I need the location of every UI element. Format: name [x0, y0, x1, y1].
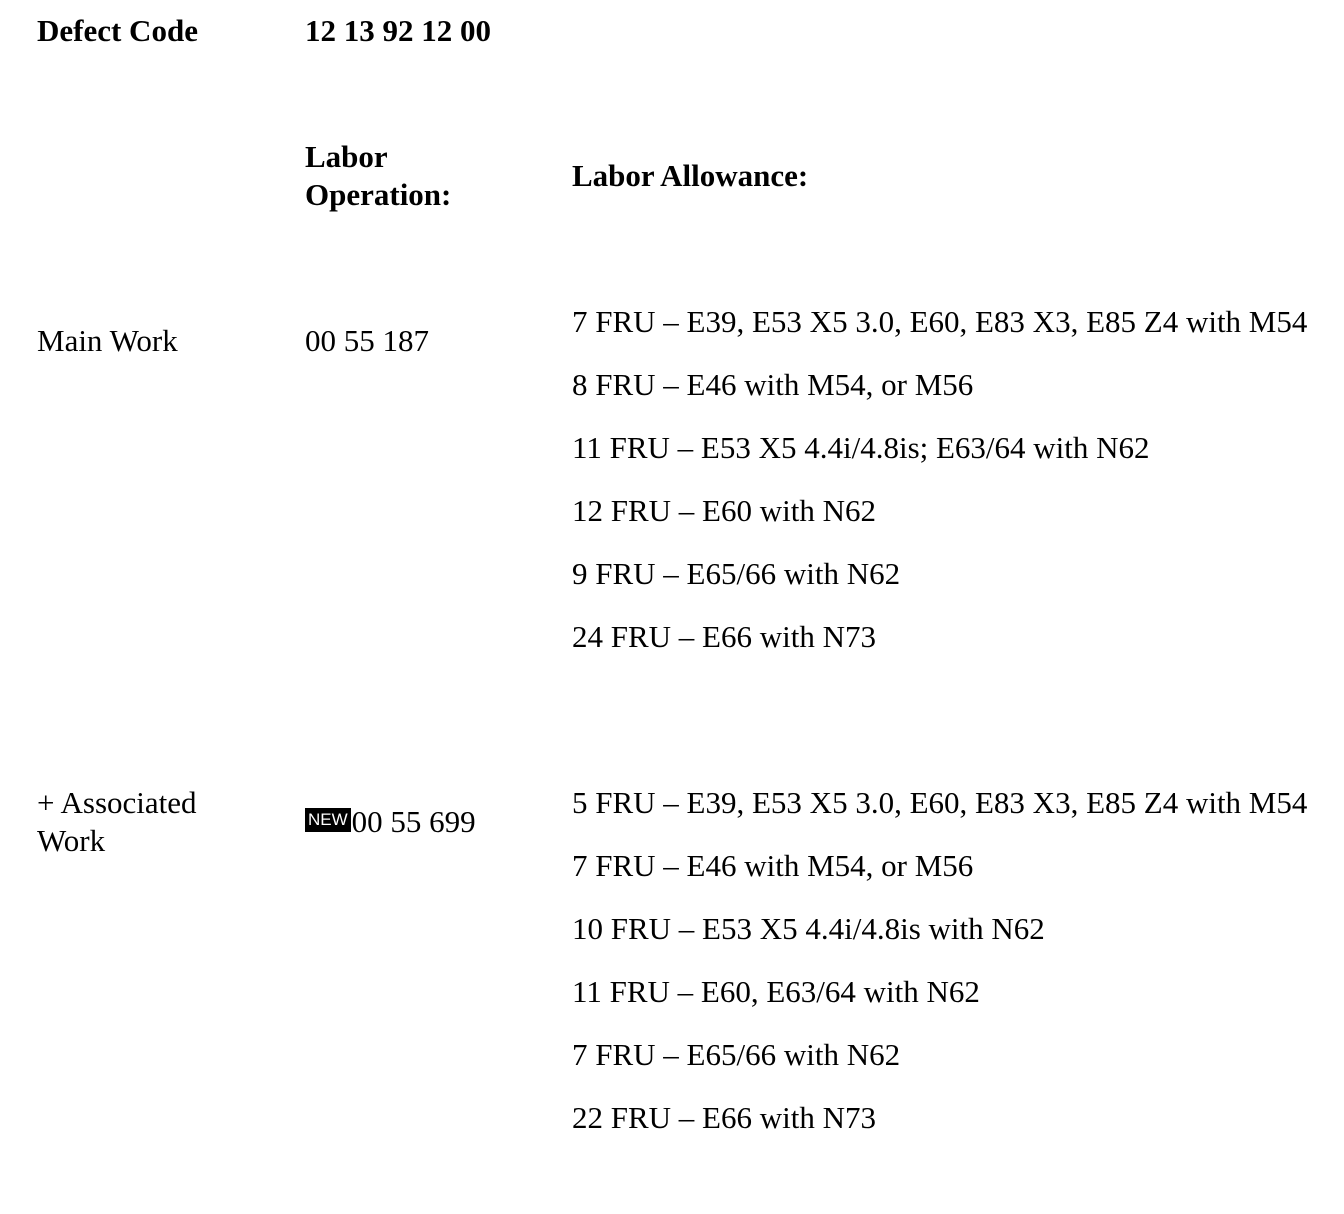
main-work-label: Main Work — [37, 323, 178, 358]
associated-work-allowance-list — [572, 784, 1312, 1162]
associated-work-label — [37, 784, 197, 860]
list-item: 22 FRU – E66 with N73 — [572, 1100, 876, 1135]
labor-operation-header-line2: Operation: — [305, 177, 452, 212]
main-work-operation: 00 55 187 — [305, 323, 429, 358]
new-badge: NEW — [305, 808, 351, 832]
list-item: 7 FRU – E65/66 with N62 — [572, 1037, 901, 1072]
list-item: 10 FRU – E53 X5 4.4i/4.8is with N62 — [572, 911, 1045, 946]
list-item: 7 FRU – E39, E53 X5 3.0, E60, E83 X3, E85 Z4 with M54 — [572, 304, 1308, 339]
labor-operation-header-line1: Labor — [305, 139, 388, 174]
defect-code-label: Defect Code — [37, 13, 198, 48]
associated-work-label-line2: Work — [37, 823, 106, 858]
list-item: 12 FRU – E60 with N62 — [572, 493, 876, 528]
associated-work-operation: 00 55 699 — [351, 804, 476, 839]
list-item: 9 FRU – E65/66 with N62 — [572, 556, 901, 591]
labor-allowance-header: Labor Allowance: — [572, 158, 809, 193]
main-work-allowance-list — [572, 303, 1312, 681]
list-item: 5 FRU – E39, E53 X5 3.0, E60, E83 X3, E85 Z4 with M54 — [572, 785, 1308, 820]
associated-work-label-line1: + Associated — [37, 785, 197, 820]
list-item: 8 FRU – E46 with M54, or M56 — [572, 367, 974, 402]
list-item: 24 FRU – E66 with N73 — [572, 619, 876, 654]
list-item: 11 FRU – E53 X5 4.4i/4.8is; E63/64 with N62 — [572, 430, 1150, 465]
list-item: 11 FRU – E60, E63/64 with N62 — [572, 974, 980, 1009]
labor-operation-header — [305, 138, 451, 214]
list-item: 7 FRU – E46 with M54, or M56 — [572, 848, 974, 883]
defect-code-value: 12 13 92 12 00 — [305, 13, 491, 48]
associated-work-operation-cell — [305, 803, 476, 841]
